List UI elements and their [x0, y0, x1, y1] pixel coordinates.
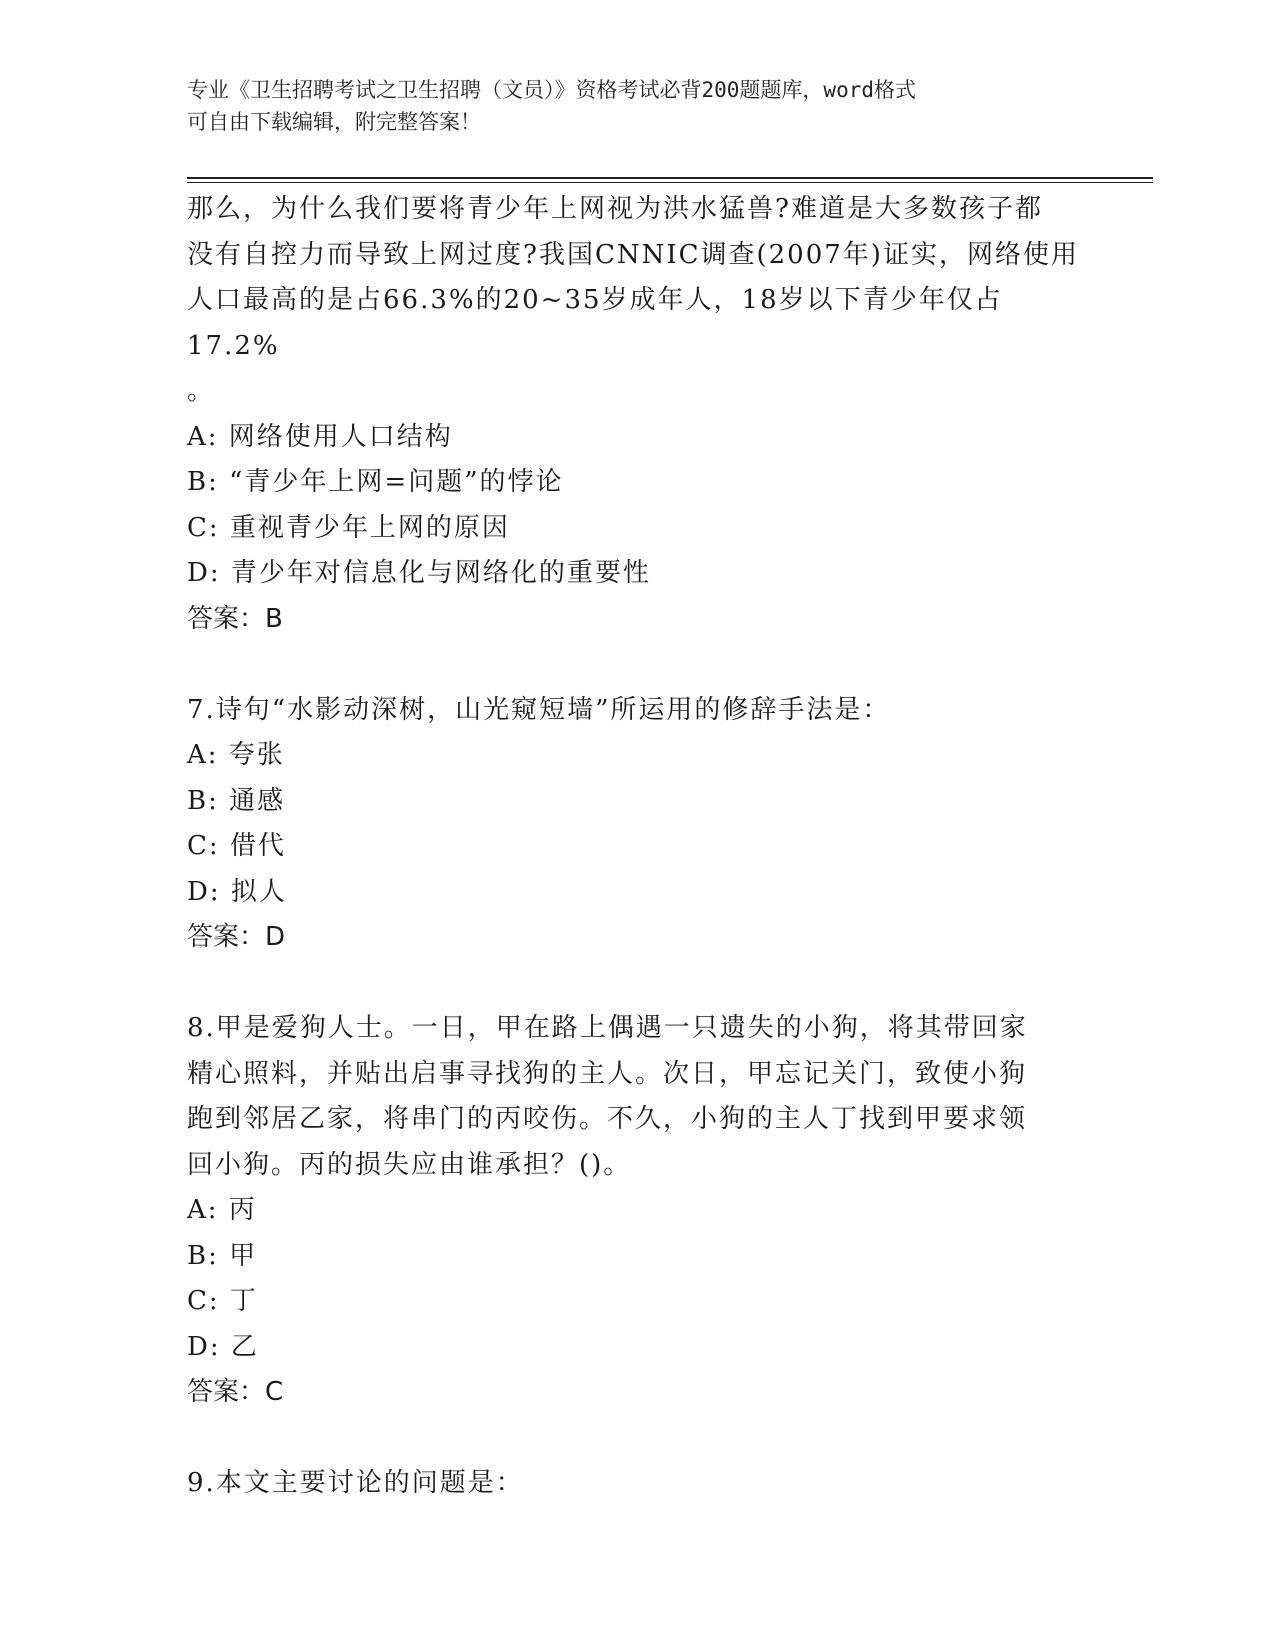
answer: 答案：D	[187, 922, 286, 952]
question-stem: 9.本文主要讨论的问题是：	[187, 1468, 524, 1498]
question-stem-line: 没有自控力而导致上网过度?我国CNNIC调查(2007年)证实，网络使用	[187, 239, 1079, 270]
document-header	[187, 74, 1067, 138]
question-stem: 7.诗句“水影动深树，山光窥短墙”所运用的修辞手法是：	[187, 694, 891, 725]
question-stem-line: 回小狗。丙的损失应由谁承担？()。	[187, 1149, 632, 1180]
option-d: D: 拟人	[187, 876, 287, 907]
header-rule-thick	[187, 177, 1153, 179]
header-line-2: 可自由下载编辑，附完整答案！	[187, 110, 481, 134]
option-d: D: 乙	[187, 1331, 259, 1362]
option-c: C: 借代	[187, 831, 286, 861]
option-c: C: 重视青少年上网的原因	[187, 512, 510, 543]
header-rule-thin	[187, 182, 1153, 183]
question-stem-line: 那么，为什么我们要将青少年上网视为洪水猛兽?难道是大多数孩子都	[187, 194, 1043, 224]
answer: 答案：B	[187, 603, 283, 634]
question-stem-line: 人口最高的是占66.3%的20~35岁成年人，18岁以下青少年仅占17.2%	[187, 285, 1003, 361]
question-stem-line: 跑到邻居乙家，将串门的丙咬伤。不久，小狗的主人丁找到甲要求领	[187, 1104, 1028, 1134]
option-b: B: 通感	[187, 785, 286, 816]
question-stem-line: 8.甲是爱狗人士。一日，甲在路上偶遇一只遗失的小狗，将其带回家	[187, 1013, 1028, 1043]
question-7	[187, 688, 1087, 961]
spacer	[187, 1416, 1087, 1462]
document-body	[187, 187, 1087, 1507]
spacer	[187, 961, 1087, 1007]
option-b: B: “青少年上网=问题”的悖论	[187, 467, 564, 497]
header-line-1: 专业《卫生招聘考试之卫生招聘（文员）》资格考试必背200题题库，word格式	[187, 78, 916, 102]
option-d: D: 青少年对信息化与网络化的重要性	[187, 558, 651, 588]
spacer	[187, 642, 1087, 688]
option-a: A: 网络使用人口结构	[187, 421, 453, 452]
question-6	[187, 187, 1087, 642]
option-a: A: 丙	[187, 1195, 257, 1225]
option-b: B: 甲	[187, 1240, 258, 1271]
question-9	[187, 1461, 1087, 1507]
answer: 答案：C	[187, 1377, 284, 1407]
question-8	[187, 1006, 1087, 1416]
question-stem-line: 精心照料，并贴出启事寻找狗的主人。次日，甲忘记关门，致使小狗	[187, 1058, 1028, 1089]
question-stem-line: 。	[187, 376, 216, 406]
option-a: A: 夸张	[187, 740, 285, 770]
option-c: C: 丁	[187, 1286, 258, 1316]
